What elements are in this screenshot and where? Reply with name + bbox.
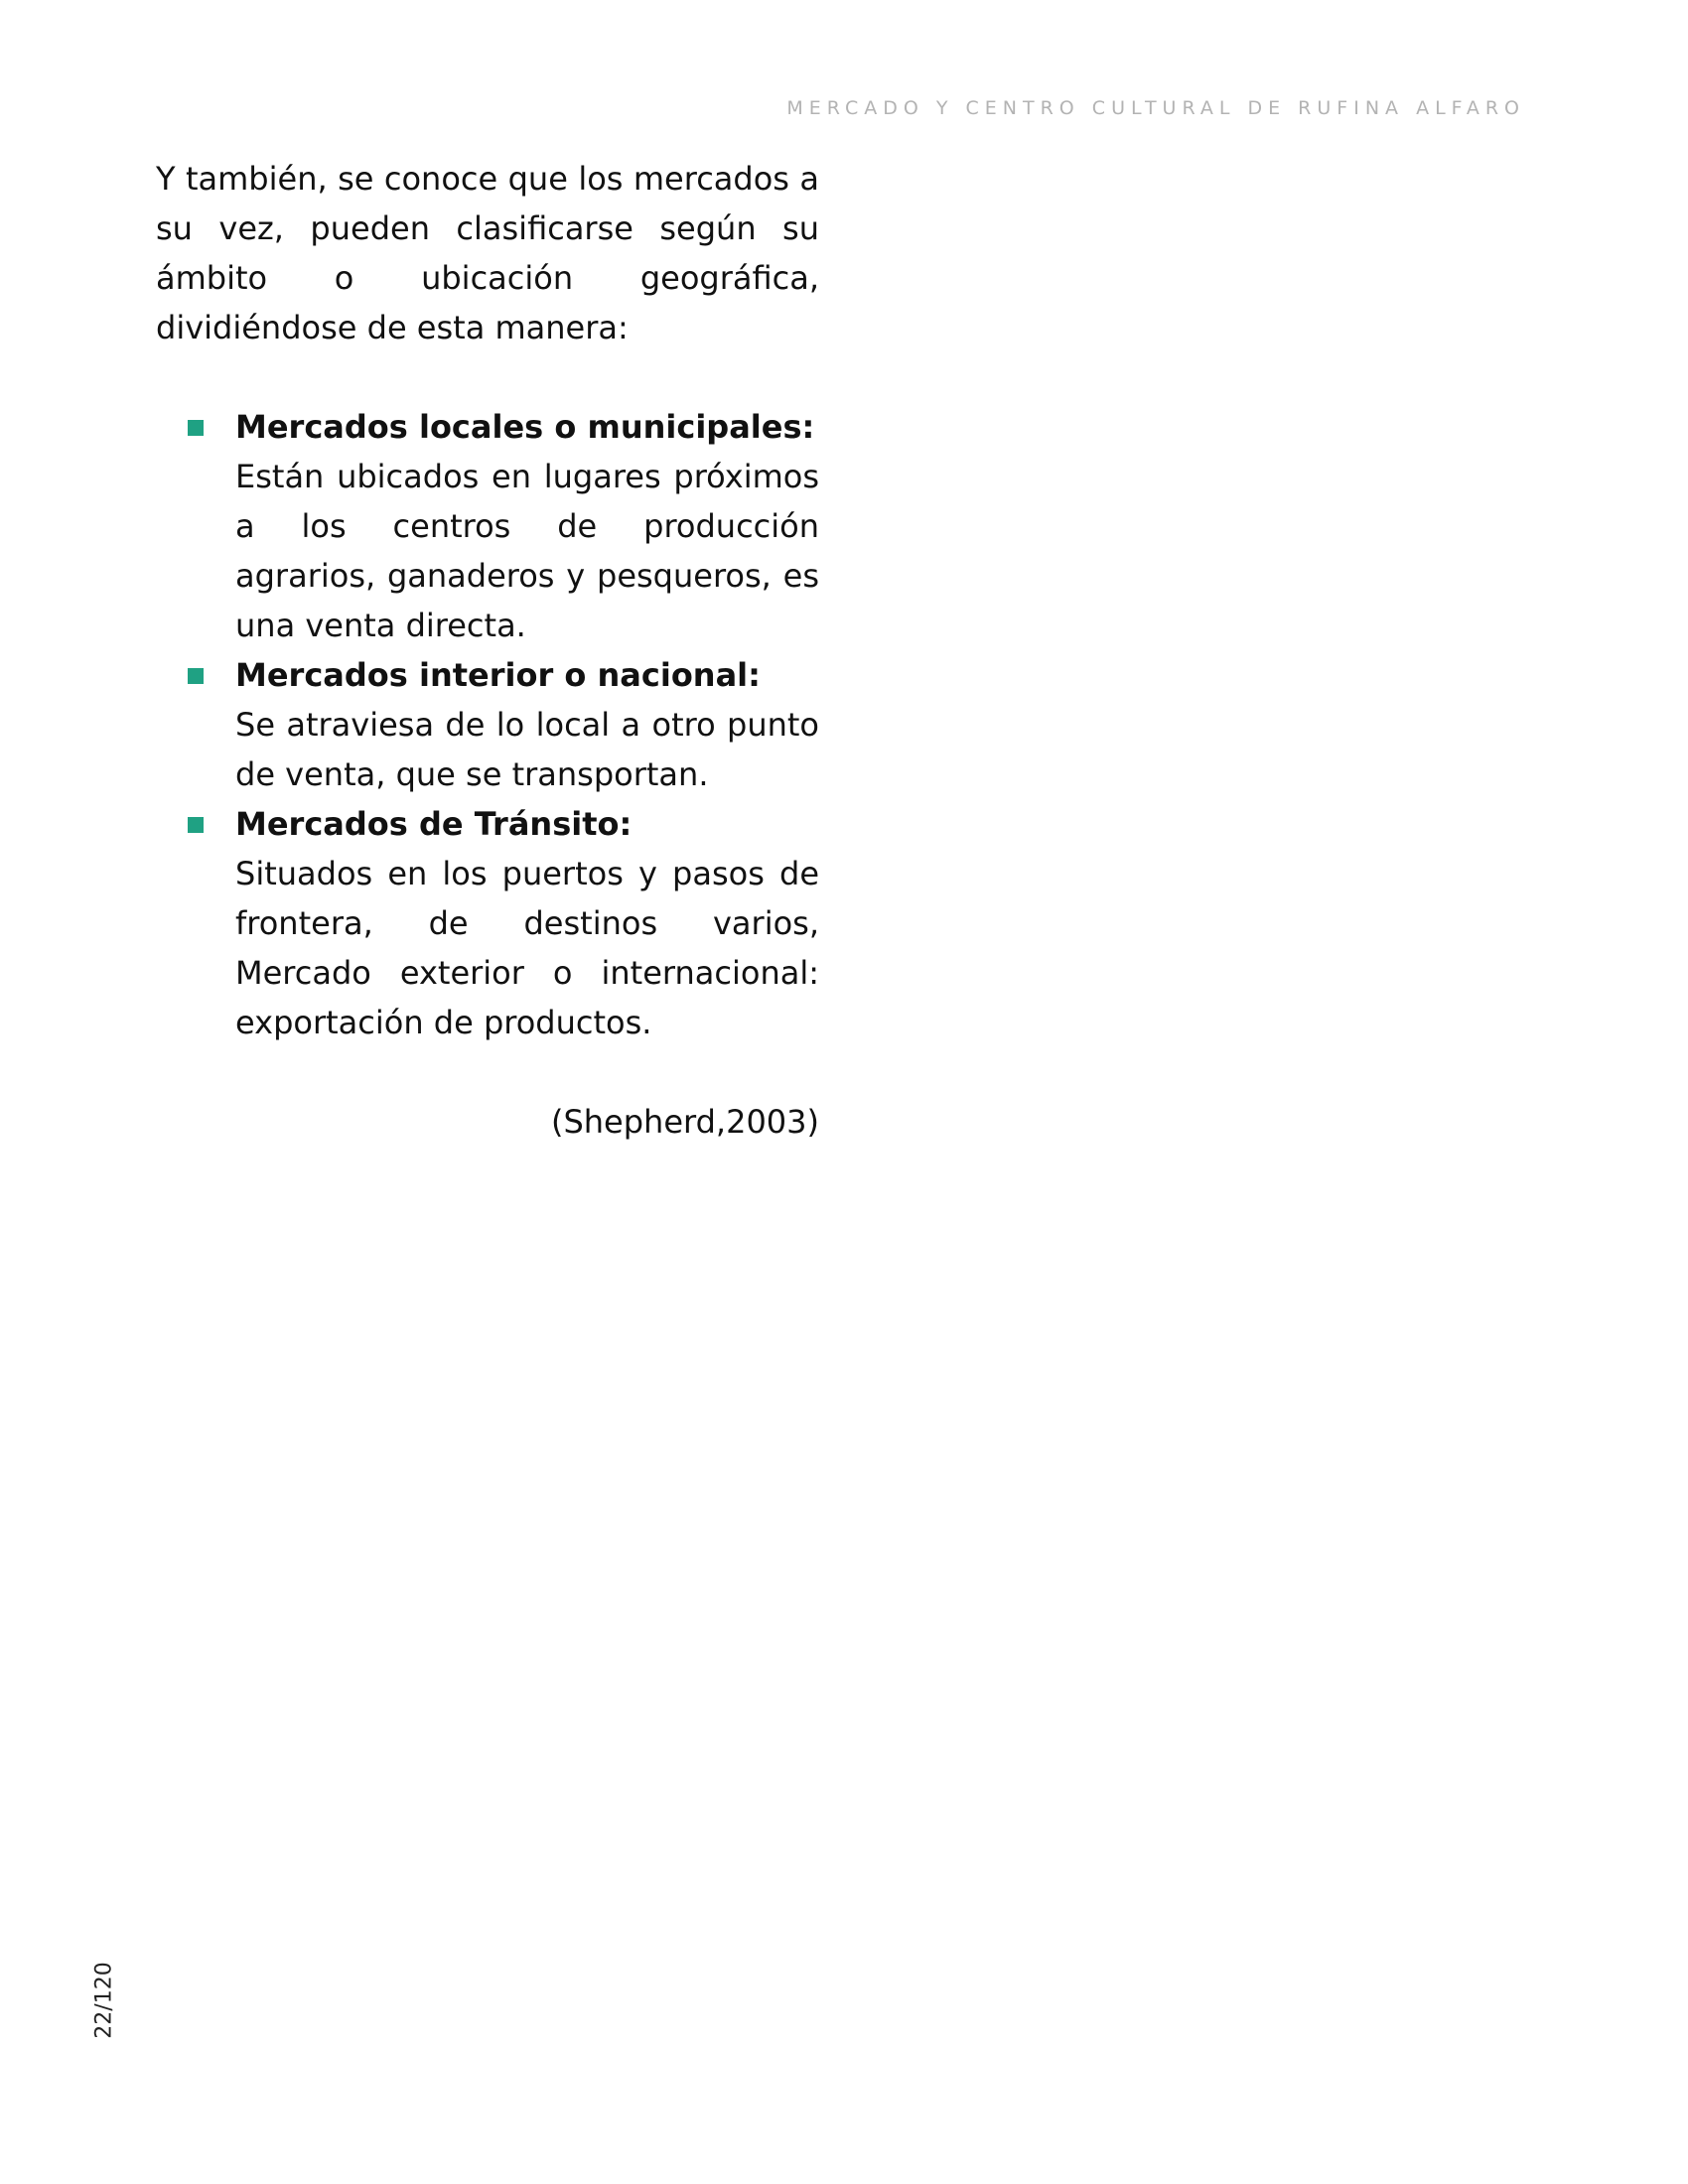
list-item-description: Se atraviesa de lo local a otro punto de venta, que se transportan. [235,706,819,793]
page-number: 22/120 [91,1962,117,2039]
square-bullet-icon [188,420,204,436]
running-header: MERCADO Y CENTRO CULTURAL DE RUFINA ALFARO [786,97,1525,119]
list-item [156,650,819,799]
citation: (Shepherd,2003) [550,1103,819,1141]
intro-paragraph: Y también, se conoce que los mercados a su vez, pueden clasificarse según su ámbito o ubicación geográfica, dividiéndose de esta manera: [156,160,819,346]
list-item [156,799,819,1047]
list-item-title: Mercados de Tránsito: [235,805,633,843]
list-item-title: Mercados locales o municipales: [235,408,815,446]
main-column [156,154,819,1147]
market-type-list [156,402,819,1047]
list-item-title: Mercados interior o nacional: [235,656,761,694]
square-bullet-icon [188,817,204,833]
square-bullet-icon [188,668,204,684]
list-item-description: Situados en los puertos y pasos de frontera, de destinos varios, Mercado exterior o internacional: exportación de productos. [235,855,819,1041]
list-item [156,402,819,650]
list-item-description: Están ubicados en lugares próximos a los centros de producción agrarios, ganaderos y pesqueros, es una venta directa. [235,458,819,644]
